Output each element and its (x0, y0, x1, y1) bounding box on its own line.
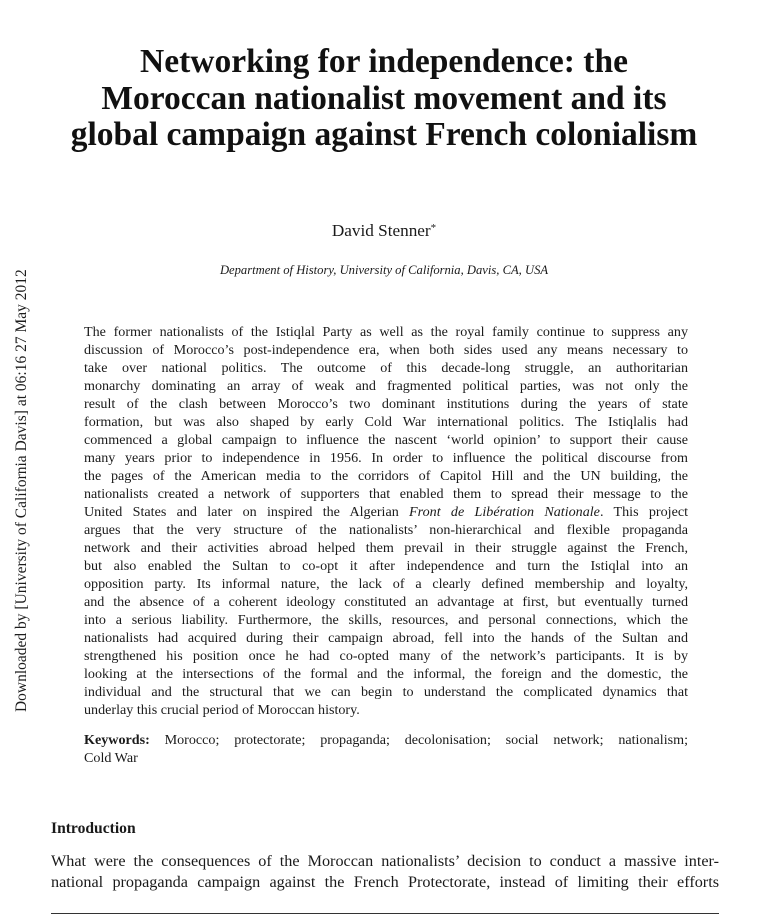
body-paragraph (51, 851, 719, 893)
keywords-list: Morocco; protectorate; propaganda; decolonisation; social network; nationalism; (149, 732, 688, 748)
abstract-line: argues that the very structure of the nationalists’ non-hierarchical and flexible propaganda (84, 522, 688, 538)
abstract-line-text: . This project (599, 504, 688, 520)
title-line: global campaign against French colonialism (70, 116, 698, 153)
abstract-line: The former nationalists of the Istiqlal Party as well as the royal family continue to suppress any (84, 324, 688, 340)
keywords-line (84, 731, 688, 749)
keywords-label: Keywords: (84, 732, 150, 748)
abstract-line: but also enabled the Sultan to co-opt it after independence and turn the Istiqlal into an (84, 558, 688, 574)
abstract-line-text: United States and later on inspired the Algerian (84, 504, 410, 520)
abstract-line: nationalists had acquired during their campaign abroad, fell into the hands of the Sultan and (84, 630, 688, 646)
italic-organization-name: Front de Libération Nationale (409, 504, 600, 520)
abstract-line: nationalists created a network of supporters that enabled them to spread their message to the (84, 486, 688, 502)
body-line: national propaganda campaign against the French Protectorate, instead of limiting their efforts (51, 873, 719, 891)
author-line (0, 220, 768, 242)
article-title (40, 44, 728, 154)
abstract-line: many years prior to independence in 1956. In order to influence the political discourse from (84, 450, 688, 466)
abstract-line: result of the clash between Morocco’s two dominant institutions during the years of state (84, 396, 688, 412)
abstract-line (84, 503, 688, 521)
title-line: Networking for independence: the (140, 43, 628, 80)
author-affiliation: Department of History, University of California, Davis, CA, USA (219, 263, 549, 277)
keywords-block (84, 731, 688, 767)
abstract-line: take over national politics. The outcome of this decade-long struggle, an authoritarian (84, 360, 688, 376)
abstract-line: discussion of Morocco’s post-independence era, when both sides used any means necessary to (84, 342, 688, 358)
abstract-line: the pages of the American media to the corridors of Capitol Hill and the UN building, the (84, 468, 688, 484)
keywords-line: Cold War (84, 750, 138, 766)
abstract-line: formation, but was also shaped by early Cold War international politics. The Istiqlalis had (84, 414, 688, 430)
author-name: David Stenner (331, 221, 431, 240)
abstract-line: individual and the structural that we can begin to understand the complicated dynamics that (84, 684, 688, 700)
abstract-line: commenced a global campaign to influence the nascent ‘world opinion’ to support their cause (84, 432, 688, 448)
abstract-line: looking at the intersections of the formal and the informal, the foreign and the domestic, the (84, 666, 688, 682)
download-watermark: Downloaded by [University of California Davis] at 06:16 27 May 2012 (13, 269, 30, 712)
abstract-line: monarchy dominating an array of weak and fragmented political parties, was not only the (84, 378, 688, 394)
abstract-line: network and their activities abroad helped them prevail in their struggle against the French, (84, 540, 688, 556)
abstract (84, 323, 688, 719)
footnote-divider (51, 913, 719, 914)
title-line: Moroccan nationalist movement and its (101, 79, 667, 117)
abstract-line: strengthened his position once he had co-opted many of the network’s participants. It is by (84, 648, 688, 664)
abstract-line: and the absence of a coherent ideology constituted an advantage at first, but eventually turned (84, 594, 688, 610)
abstract-line: into a serious liability. Furthermore, the skills, resources, and personal connections, which the (84, 612, 688, 628)
abstract-line: underlay this crucial period of Moroccan history. (84, 702, 360, 718)
author-footnote-marker: * (430, 222, 437, 234)
abstract-line: opposition party. Its informal nature, the lack of a clearly defined membership and loyalty, (84, 576, 688, 592)
section-heading-introduction: Introduction (51, 820, 136, 837)
body-line: What were the consequences of the Moroccan nationalists’ decision to conduct a massive inter- (51, 852, 719, 870)
